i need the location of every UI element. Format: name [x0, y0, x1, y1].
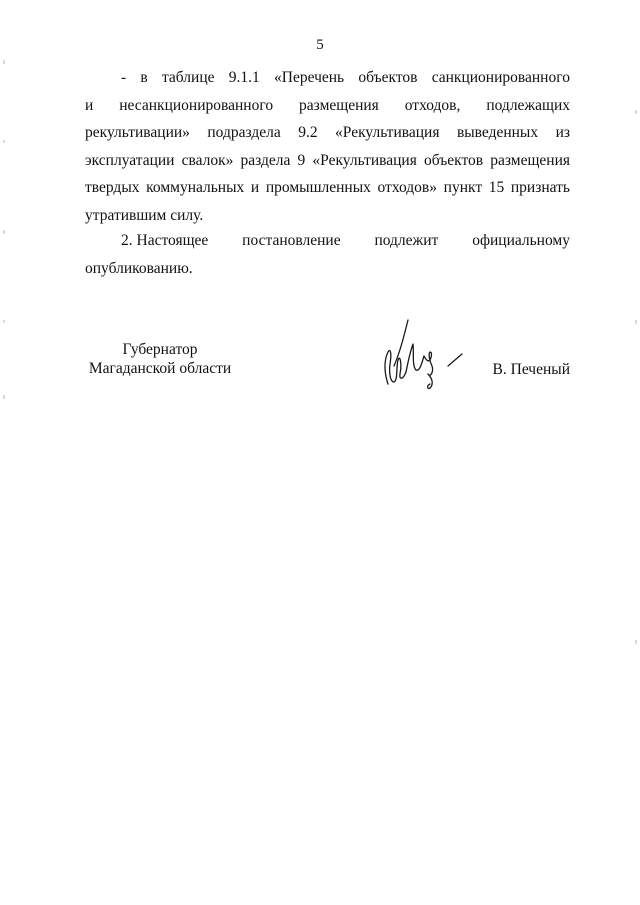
word: раздела — [240, 151, 291, 169]
word: 15 — [488, 179, 505, 196]
word: и — [250, 179, 260, 196]
word: постановление — [242, 232, 341, 249]
word: размещения — [299, 96, 379, 114]
word: 2. Настоящее — [121, 232, 209, 249]
word: 9.2 — [298, 124, 318, 141]
word: из — [555, 124, 570, 141]
paragraph-amendment — [85, 64, 570, 229]
word: таблице — [161, 69, 215, 86]
signatory-title-line: Губернатор — [122, 341, 198, 358]
word: промышленных — [265, 179, 371, 196]
word: размещения — [490, 151, 570, 169]
word: «Перечень — [274, 69, 345, 86]
text-line — [85, 227, 570, 255]
signatory-name: В. Печеный — [492, 361, 570, 378]
word: эксплуатации — [85, 151, 175, 169]
word: официальному — [472, 232, 570, 249]
word: в — [140, 69, 148, 86]
signatory-title — [85, 340, 235, 378]
word: объектов — [358, 69, 418, 86]
word: твердых — [85, 179, 140, 196]
text-line — [85, 174, 570, 202]
word: признать — [510, 179, 570, 196]
word: выведенных — [456, 124, 539, 141]
text-line — [85, 147, 570, 175]
word: коммунальных — [146, 179, 245, 196]
page-number: 5 — [316, 37, 324, 53]
text-line — [85, 92, 570, 120]
word: «Рекультивация — [312, 151, 417, 169]
word: утратившим силу. — [85, 206, 204, 224]
word: рекультивации» — [85, 124, 190, 141]
word: отходов, — [404, 96, 461, 114]
word: отходов» — [377, 179, 438, 196]
word: объектов — [423, 151, 484, 169]
word: санкционированного — [431, 69, 570, 86]
word: «Рекультивация — [335, 124, 440, 141]
signatory-title-line: Магаданской области — [88, 360, 232, 377]
text-line — [85, 64, 570, 92]
word: 9.1.1 — [228, 69, 260, 86]
word: - — [121, 69, 127, 86]
word: пункт — [443, 179, 483, 196]
handwritten-signature — [370, 312, 470, 402]
word: подлежащих — [486, 96, 570, 114]
paragraph-publication — [85, 227, 570, 282]
word: несанкционированного — [119, 96, 274, 114]
word: 9 — [297, 151, 306, 169]
word: подлежит — [374, 232, 439, 249]
word: и — [85, 96, 94, 114]
text-line — [85, 255, 570, 283]
text-line — [85, 119, 570, 147]
word: опубликованию. — [85, 259, 193, 277]
text-line — [85, 202, 570, 230]
word: свалок» — [181, 151, 234, 169]
word: подраздела — [207, 124, 281, 141]
